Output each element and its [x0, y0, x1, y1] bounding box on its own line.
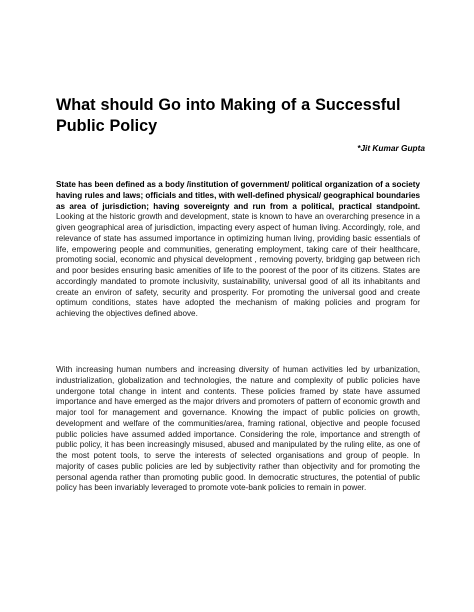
paragraph-1-lead: State has been defined as a body /institution of government/ political organization of a society having rules and laws; officials and titles, with well-defined physical/ geographical boundaries as area of jurisdiction; having sovereignty and run from a political, practical standpoint. [56, 180, 420, 211]
paragraph-1 [56, 180, 420, 320]
paragraph-1-body: Looking at the historic growth and development, state is known to have an overarching presence in a given geographical area of jurisdiction, impacting every aspect of human living. Accordingly, role, and relevance of state has assumed importance in optimizing human living, providing basic essentials of life, empowering people and communities, generating employment, taking care of their healthcare, promoting social, economic and physical development , removing poverty, bridging gap between rich and poor besides ensuring basic amenities of life to the poorest of the poor of its citizens. States are accordingly mandated to promote inclusivity, sustainability, universal good of all its inhabitants and create an environ of safety, security and prosperity. For promoting the universal good and create optimum conditions, states have adopted the mechanism of making policies and program for achieving the objectives defined above. [56, 212, 420, 318]
author-name: *Jit Kumar Gupta [357, 143, 425, 153]
paragraph-2-body: With increasing human numbers and increasing diversity of human activities led by urbanization, industrialization, globalization and technologies, the nature and complexity of public policies have undergone total change in intent and contents. These policies framed by state have assumed importance and have emerged as the major drivers and promoters of pattern of economic growth and major tool for management and governance. Knowing the impact of public policies on growth, development and welfare of the communities/area, framing rational, objective and people focused public policies have assumed added importance. Considering the role, importance and strength of public policy, it has been increasingly misused, abused and manipulated by the ruling elite, as one of the most potent tools, to serve the interests of selected organisations and group of people. In majority of cases public policies are led by subjectivity rather than objectivity and for promoting the personal agenda rather than promoting public good. In democratic structures, the potential of public policy has been invariably leveraged to promote vote-bank policies to remain in power. [56, 365, 420, 493]
paragraph-2 [56, 365, 420, 494]
document-title: What should Go into Making of a Successful Public Policy [56, 96, 401, 135]
